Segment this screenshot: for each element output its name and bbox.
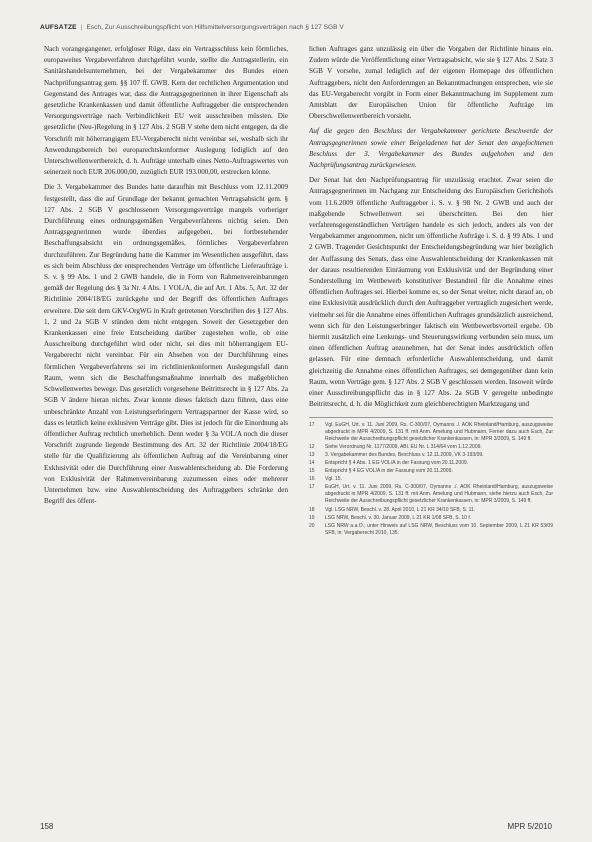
- footnote-number: 20: [309, 522, 315, 529]
- footnote-text: Vgl. 15.: [325, 476, 342, 483]
- footnote-number: 16: [309, 476, 315, 483]
- footnote-text: Entspricht § 4 Abs. 1 EG VOL/A in der Fassung vom 20.11.2009.: [325, 459, 469, 466]
- footnote-text: Vgl. LSG NRW, Beschl. v. 28. April 2010, L 21 KR 34/10 SFB, S. 11.: [325, 506, 476, 513]
- page-number: 158: [40, 822, 54, 831]
- journal-issue: MPR 5/2010: [507, 822, 552, 831]
- footnote-number: 18: [309, 506, 315, 513]
- footnote: [309, 422, 553, 443]
- paragraph: Der Senat hat den Nachprüfungsantrag für unzulässig erachtet. Zwar seien die Antragsgegnerinnen im Nachgang zur Entscheidung des Europäischen Gerichtshofs vom 11.6.2009 öffentliche Auftraggeber i. S. v. § 98 Nr. 2 GWB und auch der maßgebende Schwellenwert sei überschritten. Bei den hier verfahrensgegenständlichen Verträgen handele es sich jedoch, anders als von der Vergabekammer angenommen, nicht um öffentliche Aufträge i. S. d. § 99 Abs. 1 und 2 GWB. Tragender Gesichtspunkt der Entscheidungsbegründung war hier bezüglich der Auffassung des Senats, dass eine Auswahlentscheidung der Krankenkassen mit der daraus resultierenden Einräumung von Exklusivität und der Begründung einer Sonderstellung im Wettbewerb konstitutiver Bestandteil für die Annahme eines öffentlichen Auftrages sei. Hierbei komme es, so der Senat weiter, nicht darauf an, ob eine Exklusivität ausdrücklich durch den Auftraggeber vertraglich zugesichert werde, vielmehr sei für die Annahme eines öffentlichen Auftrages grundsätzlich ausreichend, wenn sich für den Leistungserbringer faktisch ein Wettbewerbsvorteil ergebe. Ob hiermit zusätzlich eine Lenkungs- und Steuerungswirkung verbunden sein muss, um einen öffentlichen Auftrag anzunehmen, hat der Senat indes ausdrücklich offen gelassen. Für eine demnach erforderliche Auswahlentscheidung, und damit gleichzeitig die Annahme eines öffentlichen Auftrages, sei demgegenüber dann kein Raum, wenn Verträge gem. § 127 Abs. 2 SGB V geschlossen werden. Insoweit würde einer Ausschreibungspflicht das in § 127 Abs. 2a SGB V geregelte unbedingte Beitrittsrecht, d. h. die Möglichkeit zum gleichberechtigten Marktzugang und: [309, 176, 553, 409]
- footnote-text: Siehe Verordnung Nr. 1177/2009, ABl. EU Nr. L 314/64 vom 1.12.2009.: [325, 443, 482, 450]
- footnote-text: EuGH, Urt. v. 11. Juni 2009, Rs. C-300/07, Oymanns ./. AOK Rheinland/Hamburg, auszugsweise abgedruckt in MPR 4/2009, S. 131 ff. mit Anm. Amelung und Hubmann, siehe hierzu auch Esch, Zur Reichweite der Ausschreibungspflicht gesetzlicher Krankenkassen, in: MPR 3/2009, S. 149 ff.: [325, 484, 553, 505]
- footnote-number: 17: [309, 421, 315, 428]
- footnote-text: Entspricht § 4 EG VOL/A in der Fassung vom 20.11.2009.: [325, 468, 453, 475]
- section-label: AUFSÄTZE: [40, 24, 77, 31]
- right-column: [309, 44, 553, 814]
- footnote: [309, 444, 553, 451]
- footnote: [309, 515, 553, 522]
- footnote: [309, 460, 553, 467]
- footnote: [309, 523, 553, 537]
- footnote-text: Vgl. EuGH, Urt. v. 11. Juni 2009, Rs. C-300/07, Oymanns ./. AOK Rheinland/Hamburg, auszugsweise abgedruckt in MPR 4/2009, S. 131 ff. mit Anm. Amelung und Hubmann, Ferner dazu auch Esch, Zur Reichweite der Ausschreibungspflicht gesetzlicher Krankenkassen, in: MPR 3/2009, S. 149 ff.: [325, 421, 553, 442]
- header-separator: |: [80, 24, 83, 31]
- paragraph: Auf die gegen den Beschluss der Vergabekammer gerichtete Beschwerde der Antragsgegnerinnen sowie einer Beigeladenen hat der Senat den angefochtenen Beschluss der 3. Vergabekammer des Bundes aufgehoben und den Nachprüfungsantrag zurückgewiesen.: [309, 127, 553, 170]
- footnote-text: LSG NRW a.a.O.; unter Hinweis auf LSG NRW, Beschluss vom 10. September 2009, L 21 KR 53/09 SFB, in: Vergaberecht 2010, 135.: [325, 522, 553, 536]
- footnote: [309, 476, 553, 483]
- paragraph: Die 3. Vergabekammer des Bundes hatte daraufhin mit Beschluss vom 12.11.2009 festgestellt, dass die auf Grundlage der bekannt gemachten Vertragsabsicht gem. § 127 Abs. 2 SGB V geschlossenen Versorgungsverträge mangels vorheriger Durchführung eines ordnungsgemäßen Vergabeverfahrens nichtig seien. Den Antragsgegnerinnen wurde überdies aufgegeben, bei fortbestehender Beschaffungsabsicht ein ordnungsgemäßes, förmliches Vergabeverfahren durchzuführen. Zur Begründung hatte die Kammer im Wesentlichen ausgeführt, dass es sich beim Abschluss der entsprechenden Verträge um öffentliche Lieferaufträge i. S. v. § 99 Abs. 1 und 2 GWB handele, die in Form von Rahmenvereinbarungen gemäß der Regelung des § 3a Nr. 4 Abs. 1 VOL/A, die auf Art. 1 Abs. 5, Art. 32 der Richtlinie 2004/18/EG zurückgehe und der Begriff des öffentlichen Auftrages erweitere. Die seit dem GKV-OrgWG in Kraft getretenen Vorschriften des § 127 Abs. 1, 2 und 2a SGB V stünden dem nicht entgegen. Soweit der Gesetzgeber den Krankenkassen eine freie Entscheidung darüber zugestehen wolle, ob eine Ausschreibung durchgeführt wird oder nicht, sei dies mit höherrangigem EU-Vergaberecht nicht vereinbar. Für ein Absehen von der Durchführung eines förmlichen Vergabeverfahrens sei im richtlinienkonformen Auslegungsfall dann Raum, wenn sich die Beschaffungsmaßnahme innerhalb des maßgeblichen Schwellenwertes bewege. Das gesetzlich vorgesehene Beitrittsrecht in § 127 Abs. 2a SGB V ändere hieran nichts. Zwar konnte dieses faktisch dazu führen, dass eine unbeschränkte Anzahl von Leistungserbringern Vertragspartner der Kasse wird, so dass es letztlich keine exklusiven Verträge gibt. Dies ist jedoch für die Einordnung als öffentlicher Auftrag rechtlich unerheblich. Denn weder § 3a VOL/A noch die dieser Vorschrift zugrunde liegende Bestimmung des Art. 32 der Richtlinie 2004/18/EG stelle für die Qualifizierung als öffentlichen Auftrag auf die Vereinbarung einer Exklusivität oder die Durchführung einer Auswahlentscheidung ab. Die Forderung von Exklusivität der Rahmenvereinbarung zuzumessen eines oder mehrerer Unternehmen bzw. eine Auswahlentscheidung des Auftraggebers schränke den Begriff des öffent-: [44, 183, 288, 506]
- footnote-number: 19: [309, 514, 315, 521]
- footnote: [309, 452, 553, 459]
- footnote-number: 15: [309, 468, 315, 475]
- footnote-number: 13: [309, 451, 315, 458]
- running-header: [40, 24, 560, 31]
- footnote-number: 17: [309, 484, 315, 491]
- footnote: [309, 484, 553, 505]
- footnote: [309, 507, 553, 514]
- footnote-text: 3. Vergabekammer des Bundes, Beschluss v. 12.11.2009, VK 3-193/09.: [325, 451, 484, 458]
- paragraph: Nach vorangegangener, erfolgloser Rüge, dass ein Vertragsschluss kein förmliches, europaweites Vergabeverfahren durchgeführt wurde, stellte die Antragstellerin, ein Sanitätshandelsunternehmen, bei der Vergabekammer des Bundes einen Nachprüfungsantrag gem. §§ 107 ff. GWB. Kern der rechtlichen Argumentation und Gegenstand des Antrages war, dass die Antragsgegnerinnen in ihrer Eigenschaft als gesetzliche Krankenkassen und damit öffentliche Auftraggeber die entsprechenden Versorgungsverträge nach Verbindlichkeit EU weit ausschreiben müssten. Die gesetzliche (Neu-)Regelung in § 127 Abs. 2 SGB V stehe dem nicht entgegen, da die Vorschrift mit höherrangigem EU-Vergaberecht nicht vereinbar sei, weshalb sich ihr Anwendungsbereich bei europarechtskonformer Auslegung lediglich auf den Unterschwellenwertbereich, d. h. Aufträge unterhalb eines Netto-Auftragswertes von seinerzeit noch EUR 206.000,00, zuzüglich EUR 193.000,00, erstrecken könne.: [44, 45, 288, 177]
- footnote-text: LSG NRW, Beschl. v. 30. Januar 2009, L 21 KR 1/08 SFB, S. 10 f.: [325, 514, 472, 521]
- article-running-title: Esch, Zur Ausschreibungspflicht von Hilfsmittelversorgungsverträgen nach § 127 SGB V: [86, 24, 344, 31]
- footnote: [309, 468, 553, 475]
- footnotes: [309, 417, 553, 537]
- paragraph: lichen Auftrages ganz unzulässig ein über die Vorgaben der Richtlinie hinaus ein. Zudem würde die Veröffentlichung einer Vertragsabsicht, wie sie § 127 Abs. 2 Satz 3 SGB V vorsehe, zumal lediglich auf der eigenen Homepage des öffentlichen Auftraggebers, nicht den Anforderungen an Bekanntmachungen entsprechen, wie sie das EU-Vergaberecht vorgibt in Form einer Bekanntmachung im Supplement zum Amtsblatt der Europäischen Union für öffentliche Aufträge im Oberschwellenwertbereich vorsieht.: [309, 45, 553, 121]
- left-column: [44, 44, 288, 814]
- footnote-number: 12: [309, 443, 315, 450]
- footnote-number: 14: [309, 459, 315, 466]
